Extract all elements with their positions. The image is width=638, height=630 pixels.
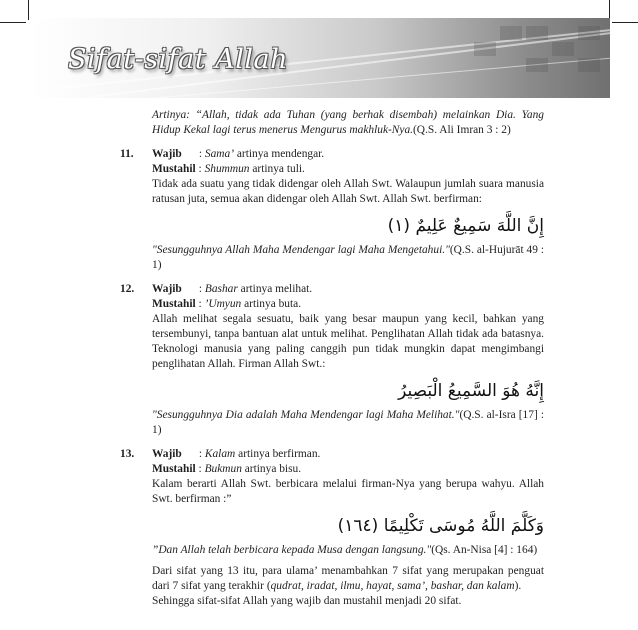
quote-text: "Sesungguhnya Dia adalah Maha Mendengar lagi Maha Melihat." [152,409,460,421]
crop-mark-top-right-h [612,22,638,23]
quote-reference: (Q.S. al-Isra [17] : 1) [152,409,545,436]
item-number: 11. [120,148,134,160]
mustahil-label: Mustahil [152,163,196,175]
mustahil-separator: : [198,163,202,175]
wajib-line [152,447,544,462]
verse-translation [152,243,544,273]
mustahil-term: ’Umyun [204,298,242,310]
mustahil-label: Mustahil [152,463,196,475]
arabic-verse: إِنَّ اللَّهَ سَمِيعٌ عَلِيمٌ (١) [387,216,544,236]
wajib-meaning: artinya berfirman. [238,448,321,460]
wajib-meaning: artinya melihat. [240,283,313,295]
list-item [120,147,544,273]
wajib-label: Wajib [152,148,182,160]
item-number: 12. [120,283,135,295]
explanation: Tidak ada suatu yang tidak didengar oleh Allah Swt. Walaupun jumlah suara manusia ratusan juta, semua akan didengar oleh Allah Swt. Allah Swt. berfirman: [152,178,544,205]
explanation: Allah melihat segala sesuatu, baik yang besar maupun yang kecil, bahkan yang tersembunyi, tanpa bantuan alat untuk melihat. Penglihatan Allah tidak ada batasnya. Teknologi manusia yang paling canggih pun tidak mungkin dapat mengimbangi penglihatan Allah. Firman Allah Swt.: [152,313,544,370]
quote-text: ”Dan Allah telah berbicara kepada Musa dengan langsung." [152,544,432,556]
verse-translation [152,543,544,558]
crop-mark-top-right-v [609,0,610,20]
arabic-verse: إِنَّهُ هُوَ السَّمِيعُ الْبَصِيرُ [398,381,544,401]
wajib-separator: : [198,448,203,460]
list-item [120,282,544,438]
quote-text: "Sesungguhnya Allah Maha Mendengar lagi Maha Mengetahui." [152,244,450,256]
wajib-label: Wajib [152,283,182,295]
mustahil-line [152,162,544,177]
verse-translation [152,408,544,438]
mustahil-label: Mustahil [152,298,196,310]
mustahil-line [152,462,544,477]
wajib-term: Sama’ [204,148,234,160]
wajib-label: Wajib [152,448,182,460]
item-number: 13. [120,448,135,460]
wajib-term: Kalam [204,448,236,460]
list-item [120,447,544,558]
wajib-meaning: artinya mendengar. [236,148,325,160]
crop-mark-top-left-h [0,22,26,23]
wajib-term: Bashar [204,283,238,295]
wajib-line [152,282,544,297]
wajib-separator: : [198,283,203,295]
closing-text-1: Dari sifat yang 13 itu, para ulama’ menambahkan 7 sifat yang merupakan penguat dari 7 sifat yang terakhir ( [152,565,544,592]
mustahil-meaning: artinya bisu. [244,463,302,475]
closing-text-2: ). [514,580,522,592]
mustahil-line [152,297,544,312]
closing-attributes: qudrat, iradat, ilmu, hayat, sama’, bashar, dan kalam [270,580,515,592]
closing-paragraph [120,564,544,609]
arabic-verse: وَكَلَّمَ اللَّهُ مُوسَى تَكْلِيمًا (١٦٤) [337,516,544,536]
mustahil-meaning: artinya tuli. [252,163,305,175]
crop-mark-top-left-v [28,0,29,20]
mustahil-separator: : [198,298,202,310]
wajib-line [152,147,544,162]
mustahil-meaning: artinya buta. [244,298,302,310]
intro-text: Artinya: “Allah, tidak ada Tuhan (yang berhak disembah) melainkan Dia. Yang Hidup Kekal lagi terus menerus Mengurus makhluk-Nya. [152,109,544,136]
closing-text-3: Sehingga sifat-sifat Allah yang wajib dan mustahil menjadi 20 sifat. [152,595,462,607]
explanation: Kalam berarti Allah Swt. berbicara melalui firman-Nya yang berupa wahyu. Allah Swt. berfirman :” [152,478,544,505]
content [120,108,544,609]
intro-reference: (Q.S. Ali Imran 3 : 2) [413,124,511,136]
mustahil-separator: : [198,463,202,475]
mustahil-term: Bukmun [204,463,242,475]
wajib-separator: : [198,148,203,160]
quote-reference: (Qs. An-Nisa [4] : 164) [431,544,538,556]
mustahil-term: Shummun [204,163,250,175]
page-title: Sifat-sifat Allah [68,44,288,75]
quote-reference: (Q.S. al-Hujurāt 49 : 1) [152,244,544,271]
intro-translation [120,108,544,138]
